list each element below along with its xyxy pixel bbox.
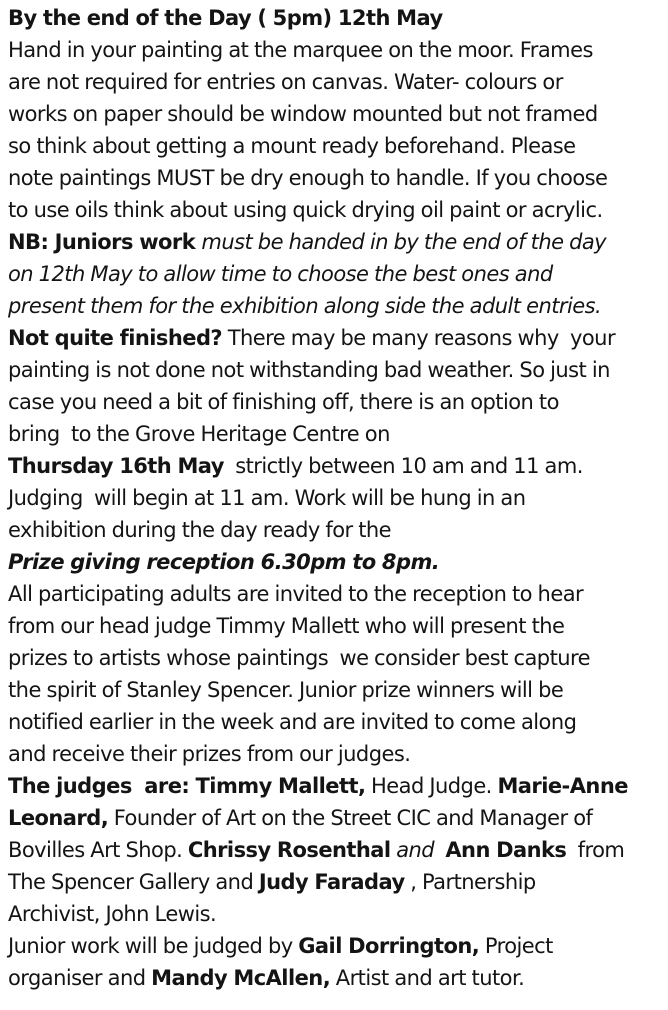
text-line: [8, 450, 660, 482]
text-run: so think about getting a mount ready beforehand. Please: [8, 134, 576, 158]
text-run: case you need a bit of finishing off, there is an option to: [8, 390, 559, 414]
text-run: Leonard,: [8, 806, 109, 830]
text-run: By the end of the Day ( 5pm) 12th May: [8, 6, 443, 30]
text-line: [8, 34, 660, 66]
text-run: notified earlier in the week and are invited to come along: [8, 710, 577, 734]
text-run: Junior work will be judged by: [8, 934, 299, 958]
text-run: The judges are: Timmy Mallett,: [8, 774, 366, 798]
text-line: [8, 386, 660, 418]
text-line: [8, 226, 660, 258]
text-line: [8, 418, 660, 450]
text-line: [8, 194, 660, 226]
text-line: [8, 674, 660, 706]
text-line: [8, 930, 660, 962]
text-run: Not quite finished?: [8, 326, 223, 350]
text-line: [8, 2, 660, 34]
text-run: [434, 838, 445, 862]
text-run: Ann Danks: [445, 838, 567, 862]
text-line: [8, 162, 660, 194]
text-line: [8, 546, 660, 578]
text-run: NB: Juniors work: [8, 230, 202, 254]
text-line: [8, 610, 660, 642]
text-run: present them for the exhibition along side the adult entries.: [8, 294, 602, 318]
text-run: and receive their prizes from our judges.: [8, 742, 411, 766]
text-line: [8, 354, 660, 386]
text-run: painting is not done not withstanding bad weather. So just in: [8, 358, 610, 382]
text-line: [8, 514, 660, 546]
text-line: [8, 706, 660, 738]
text-run: Judy Faraday: [258, 870, 405, 894]
text-line: [8, 290, 660, 322]
text-run: from our head judge Timmy Mallett who will present the: [8, 614, 565, 638]
text-run: Archivist, John Lewis.: [8, 902, 217, 926]
text-line: [8, 866, 660, 898]
text-line: [8, 130, 660, 162]
text-run: prizes to artists whose paintings we consider best capture: [8, 646, 591, 670]
text-run: are not required for entries on canvas. Water- colours or: [8, 70, 563, 94]
text-run: Bovilles Art Shop.: [8, 838, 188, 862]
text-line: [8, 258, 660, 290]
text-run: Gail Dorrington,: [298, 934, 480, 958]
text-line: [8, 98, 660, 130]
text-line: [8, 642, 660, 674]
text-run: works on paper should be window mounted but not framed: [8, 102, 598, 126]
text-run: Thursday 16th May: [8, 454, 224, 478]
text-line: [8, 834, 660, 866]
text-line: [8, 962, 660, 994]
text-run: strictly between 10 am and 11 am.: [223, 454, 583, 478]
text-run: exhibition during the day ready for the: [8, 518, 392, 542]
text-run: from: [566, 838, 625, 862]
text-run: Chrissy Rosenthal: [187, 838, 391, 862]
text-run: Marie-Anne: [497, 774, 628, 798]
text-run: Artist and art tutor.: [330, 966, 525, 990]
text-run: note paintings MUST be dry enough to handle. If you choose: [8, 166, 608, 190]
text-run: Mandy McAllen,: [151, 966, 331, 990]
text-run: must be handed in by the end of the day: [201, 230, 607, 254]
text-line: [8, 898, 660, 930]
text-run: on 12th May to allow time to choose the best ones and: [8, 262, 553, 286]
text-line: [8, 322, 660, 354]
text-line: [8, 738, 660, 770]
text-run: There may be many reasons why your: [222, 326, 616, 350]
text-run: The Spencer Gallery and: [8, 870, 259, 894]
text-run: Hand in your painting at the marquee on the moor. Frames: [8, 38, 593, 62]
text-run: Founder of Art on the Street CIC and Manager of: [108, 806, 593, 830]
text-run: Judging will begin at 11 am. Work will be hung in an: [8, 486, 526, 510]
text-run: bring to the Grove Heritage Centre on: [8, 422, 390, 446]
text-run: the spirit of Stanley Spencer. Junior prize winners will be: [8, 678, 564, 702]
text-line: [8, 482, 660, 514]
text-line: [8, 770, 660, 802]
text-run: , Partnership: [404, 870, 536, 894]
text-run: and: [396, 838, 435, 862]
text-line: [8, 578, 660, 610]
text-run: All participating adults are invited to the reception to hear: [8, 582, 584, 606]
text-run: Prize giving reception 6.30pm to 8pm.: [8, 550, 440, 574]
text-run: Project: [479, 934, 553, 958]
text-line: [8, 802, 660, 834]
text-run: organiser and: [8, 966, 152, 990]
text-run: to use oils think about using quick drying oil paint or acrylic.: [8, 198, 603, 222]
text-run: Head Judge.: [365, 774, 498, 798]
text-line: [8, 66, 660, 98]
